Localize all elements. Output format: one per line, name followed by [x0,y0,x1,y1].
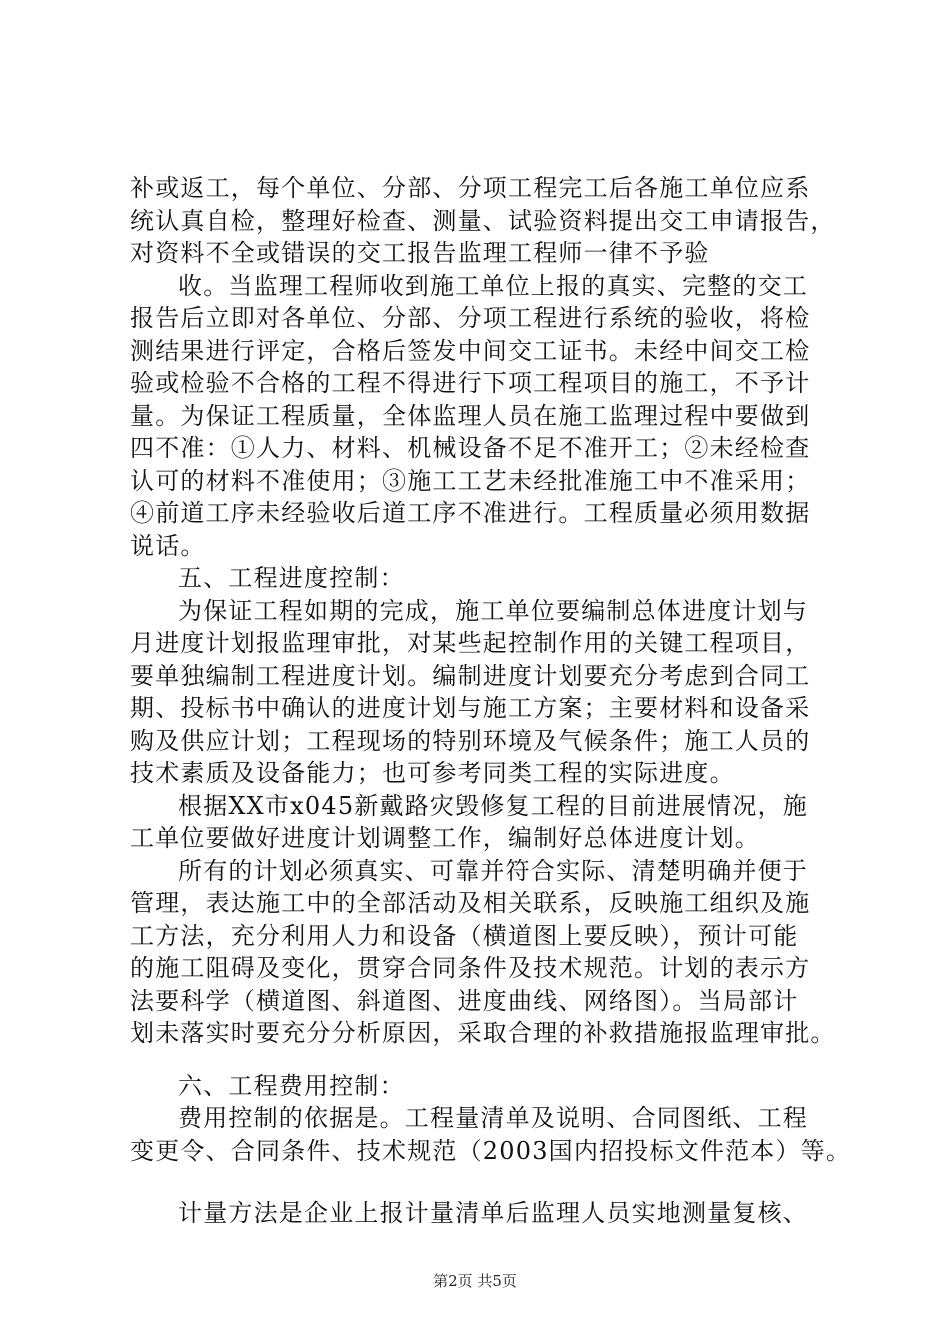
text-line: 统认真自检，整理好检查、测量、试验资料提出交工申请报告， [130,206,836,235]
text-line: 月进度计划报监理审批，对某些起控制作用的关键工程项目， [130,629,811,657]
text-line: 费用控制的依据是。工程量清单及说明、合同图纸、工程 [178,1104,808,1132]
text-line: 工单位要做好进度计划调整工作，编制好总体进度计划。 [130,824,760,852]
text-line: 技术素质及设备能力；也可参考同类工程的实际进度。 [130,759,735,787]
text-line: 管理，表达施工中的全部活动及相关联系，反映施工组织及施 [130,889,811,917]
document-body [130,172,852,1230]
text-line: ④前道工序未经验收后道工序不准进行。工程质量必须用数据 [130,499,811,527]
text-line: 要单独编制工程进度计划。编制进度计划要充分考虑到合同工 [130,661,811,690]
text-line: 变更令、合同条件、技术规范（2003国内招投标文件范本）等。 [130,1136,852,1165]
text-line: 量。为保证工程质量，全体监理人员在施工监理过程中要做到 [130,401,811,430]
text-line: 四不准：①人力、材料、机械设备不足不准开工；②未经检查 [130,434,811,462]
text-line: 对资料不全或错误的交工报告监理工程师一律不予验 [130,239,710,267]
text-line: 的施工阻碍及变化，贯穿合同条件及技术规范。计划的表示方 [130,954,811,982]
text-line: 验或检验不合格的工程不得进行下项工程项目的施工，不予计 [130,369,811,397]
text-line: 法要科学（横道图、斜道图、进度曲线、网络图）。当局部计 [130,986,799,1015]
text-line: 购及供应计划；工程现场的特别环境及气候条件；施工人员的 [130,726,811,755]
text-line: 认可的材料不准使用；③施工工艺未经批准施工中不准采用； [130,466,811,495]
text-line: 计量方法是企业上报计量清单后监理人员实地测量复核、 [178,1199,808,1227]
text-line: 报告后立即对各单位、分部、分项工程进行系统的验收，将检 [130,304,811,332]
section-heading: 五、工程进度控制： [178,564,405,592]
text-line: 收。当监理工程师收到施工单位上报的真实、完整的交工 [178,271,808,300]
text-line: 补或返工，每个单位、分部、分项工程完工后各施工单位应系 [130,174,811,202]
text-line: 工方法，充分利用人力和设备（横道图上要反映），预计可能 [130,921,799,950]
text-line: 根据XX市x045新戴路灾毁修复工程的目前进展情况，施 [178,791,808,820]
text-line: 测结果进行评定，合格后签发中间交工证书。未经中间交工检 [130,336,811,365]
page-indicator: 第2页 共5页 [433,1272,517,1290]
text-line: 期、投标书中确认的进度计划与施工方案；主要材料和设备采 [130,694,811,722]
text-line: 划未落实时要充分分析原因，采取合理的补救措施报监理审批。 [130,1019,836,1047]
text-line: 说话。 [130,531,206,560]
section-heading: 六、工程费用控制： [178,1071,405,1100]
text-line: 为保证工程如期的完成，施工单位要编制总体进度计划与 [178,596,808,625]
text-line: 所有的计划必须真实、可靠并符合实际、清楚明确并便于 [178,856,808,885]
